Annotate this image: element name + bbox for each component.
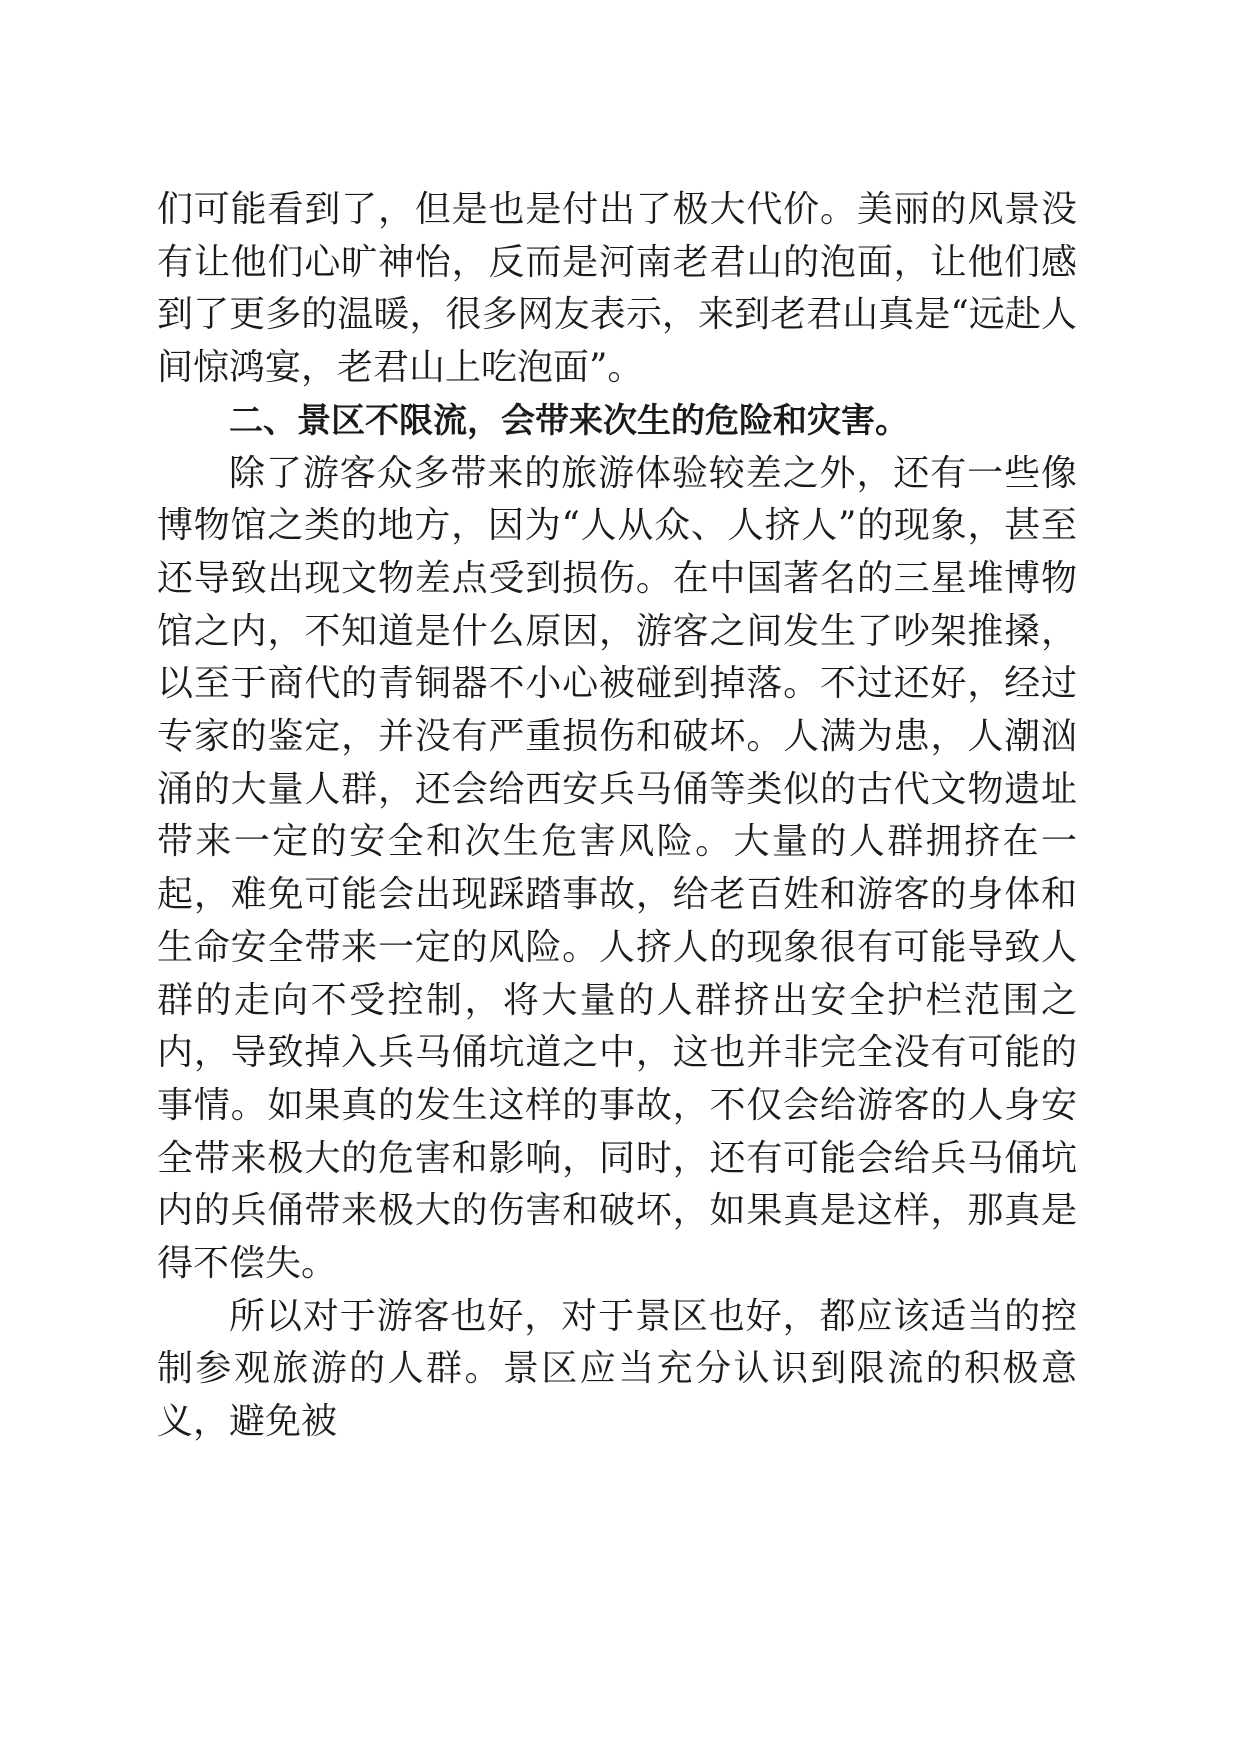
paragraph-crowd-risks: 除了游客众多带来的旅游体验较差之外，还有一些像博物馆之类的地方，因为“人从众、人挤人”的现象，甚至还导致出现文物差点受到损伤。在中国著名的三星堆博物馆之内，不知道是什么原因，游客之间发生了吵架推搡，以至于商代的青铜器不小心被碰到掉落。不过还好，经过专家的鉴定，并没有严重损伤和破坏。人满为患，人潮汹涌的大量人群，还会给西安兵马俑等类似的古代文物遗址带来一定的安全和次生危害风险。大量的人群拥挤在一起，难免可能会出现踩踏事故，给老百姓和游客的身体和生命安全带来一定的风险。人挤人的现象很有可能导致人群的走向不受控制，将大量的人群挤出安全护栏范围之内，导致掉入兵马俑坑道之中，这也并非完全没有可能的事情。如果真的发生这样的事故，不仅会给游客的人身安全带来极大的危害和影响，同时，还有可能会给兵马俑坑内的兵俑带来极大的伤害和破坏，如果真是这样，那真是得不偿失。: [157, 452, 1077, 1285]
paragraph-continuation: 们可能看到了，但是也是付出了极大代价。美丽的风景没有让他们心旷神怡，反而是河南老君山的泡面，让他们感到了更多的温暖，很多网友表示，来到老君山真是“远赴人间惊鸿宴，老君山上吃泡面”。: [157, 189, 1077, 389]
section-heading: 二、景区不限流，会带来次生的危险和灾害。: [229, 400, 909, 441]
document-body: [157, 184, 1077, 1449]
paragraph-conclusion: 所以对于游客也好，对于景区也好，都应该适当的控制参观旅游的人群。景区应当充分认识到限流的积极意义，避免被: [157, 1295, 1077, 1443]
